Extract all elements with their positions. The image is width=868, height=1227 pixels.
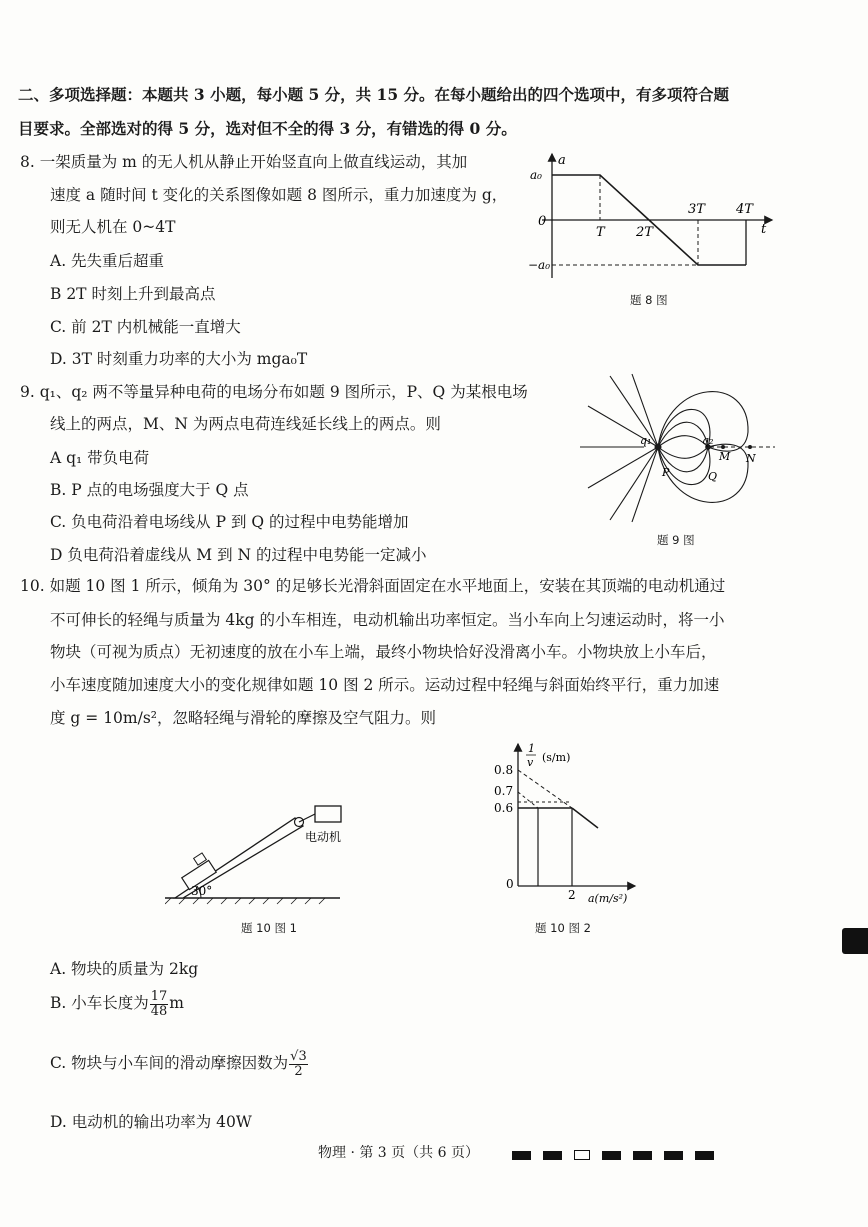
q10-graph-y08: 0.8 [494, 763, 514, 777]
q8-graph-a0-label: a₀ [530, 168, 542, 182]
q10-graph-y07: 0.7 [494, 784, 514, 798]
q10-option-d[interactable]: D. 电动机的输出功率为 40W [50, 1113, 252, 1131]
q8-graph-zero-label: 0 [538, 214, 547, 229]
q8-stem-line2: 速度 a 随时间 t 变化的关系图像如题 8 图所示，重力加速度为 g， [50, 186, 508, 204]
q8-graph-2T-label: 2T [636, 225, 653, 240]
q9-option-c[interactable]: C. 负电荷沿着电场线从 P 到 Q 的过程中电势能增加 [50, 513, 409, 531]
q9-caption: 题 9 图 [657, 533, 695, 547]
q10-option-c-fraction [289, 1050, 308, 1078]
q10-stem-line1: 10. 如题 10 图 1 所示，倾角为 30° 的足够长光滑斜面固定在水平地面上，安装在其顶端的电动机通过 [20, 577, 726, 595]
q10-option-b-text: B. 小车长度为 [50, 994, 149, 1013]
q10-graph-x2: 2 [568, 888, 576, 902]
q9-M-label: M [719, 450, 731, 463]
q10-option-b[interactable] [50, 990, 184, 1018]
q8-graph-neg-a0-label: −a₀ [528, 258, 551, 272]
q10-motor-label: 电动机 [305, 830, 342, 844]
q10-stem-line4: 小车速度随加速度大小的变化规律如题 10 图 2 所示。运动过程中轻绳与斜面始终平行，重力加速 [50, 676, 720, 694]
q9-P-label: P [662, 466, 670, 479]
q8-stem-line1: 8. 一架质量为 m 的无人机从静止开始竖直向上做直线运动，其加 [20, 153, 468, 171]
q9-option-a[interactable]: A q₁ 带负电荷 [50, 449, 150, 467]
q10-option-b-unit: m [169, 994, 184, 1013]
q10-graph-y-num: 1 [528, 742, 535, 755]
footer-marks [512, 1146, 726, 1164]
q9-stem-line2: 线上的两点，M、N 为两点电荷连线延长线上的两点。则 [50, 415, 441, 433]
q10-option-c-den: 2 [294, 1063, 303, 1079]
section-header-line1: 二、多项选择题：本题共 3 小题，每小题 5 分，共 15 分。在每小题给出的四个选项中，有多项符合题 [18, 85, 730, 104]
q10-graph-y-den: v [527, 756, 534, 769]
page-footer: 物理 · 第 3 页（共 6 页） [318, 1145, 479, 1161]
q8-option-b[interactable]: B 2T 时刻上升到最高点 [50, 285, 216, 303]
q10-graph [490, 736, 640, 906]
q10-option-b-fraction [150, 990, 169, 1018]
q10-graph-x-label: a(m/s²) [588, 892, 628, 905]
q9-stem-line1: 9. q₁、q₂ 两不等量异种电荷的电场分布如题 9 图所示，P、Q 为某根电场 [20, 383, 528, 401]
registration-mark [842, 928, 868, 954]
q8-graph-t-label: t [761, 222, 767, 237]
q9-option-b[interactable]: B. P 点的电场强度大于 Q 点 [50, 481, 249, 499]
q10-graph-y06: 0.6 [494, 801, 514, 815]
q8-at-graph [528, 148, 778, 288]
q8-option-a[interactable]: A. 先失重后超重 [50, 252, 165, 270]
q10-stem-line5: 度 g = 10m/s²，忽略轻绳与滑轮的摩擦及空气阻力。则 [50, 709, 437, 727]
q9-field-diagram [580, 372, 775, 524]
q10-fig2-caption: 题 10 图 2 [535, 921, 591, 935]
q10-option-b-den: 48 [150, 1003, 168, 1019]
q10-stem-line3: 物块（可视为质点）无初速度的放在小车上端，最终小物块恰好没滑离小车。小物块放上小车后， [50, 643, 717, 661]
section-header-line2: 目要求。全部选对的得 5 分，选对但不全的得 3 分，有错选的得 0 分。 [18, 119, 517, 138]
q10-stem-line2: 不可伸长的轻绳与质量为 4kg 的小车相连，电动机输出功率恒定。当小车向上匀速运动时，将一小 [50, 611, 725, 629]
q10-option-c[interactable] [50, 1050, 309, 1078]
q10-graph-origin: 0 [506, 877, 514, 891]
q10-option-a[interactable]: A. 物块的质量为 2kg [50, 960, 199, 978]
q9-q2-label: q₂ [702, 434, 714, 447]
q10-option-c-num: √3 [290, 1049, 307, 1064]
q9-option-d[interactable]: D 负电荷沿着虚线从 M 到 N 的过程中电势能一定减小 [50, 546, 427, 564]
q9-Q-label: Q [708, 470, 718, 483]
q8-stem-line3: 则无人机在 0~4T [50, 218, 176, 236]
q8-graph-a-label: a [558, 153, 566, 168]
q8-graph-T-label: T [596, 225, 605, 240]
q8-option-d[interactable]: D. 3T 时刻重力功率的大小为 mga₀T [50, 350, 308, 368]
q10-graph-y-unit: (s/m) [542, 751, 571, 764]
q10-fig1-caption: 题 10 图 1 [241, 921, 297, 935]
q8-option-c[interactable]: C. 前 2T 内机械能一直增大 [50, 318, 241, 336]
q10-incline-diagram [165, 800, 365, 905]
q9-q1-label: q₁ [640, 434, 652, 447]
q10-option-b-num: 17 [150, 989, 168, 1004]
q9-N-label: N [746, 452, 756, 465]
q10-option-c-text: C. 物块与小车间的滑动摩擦因数为 [50, 1054, 289, 1073]
q10-angle-label: 30° [191, 884, 213, 898]
q8-graph-3T-label: 3T [688, 202, 705, 217]
q8-caption: 题 8 图 [630, 293, 668, 307]
q8-graph-4T-label: 4T [736, 202, 753, 217]
